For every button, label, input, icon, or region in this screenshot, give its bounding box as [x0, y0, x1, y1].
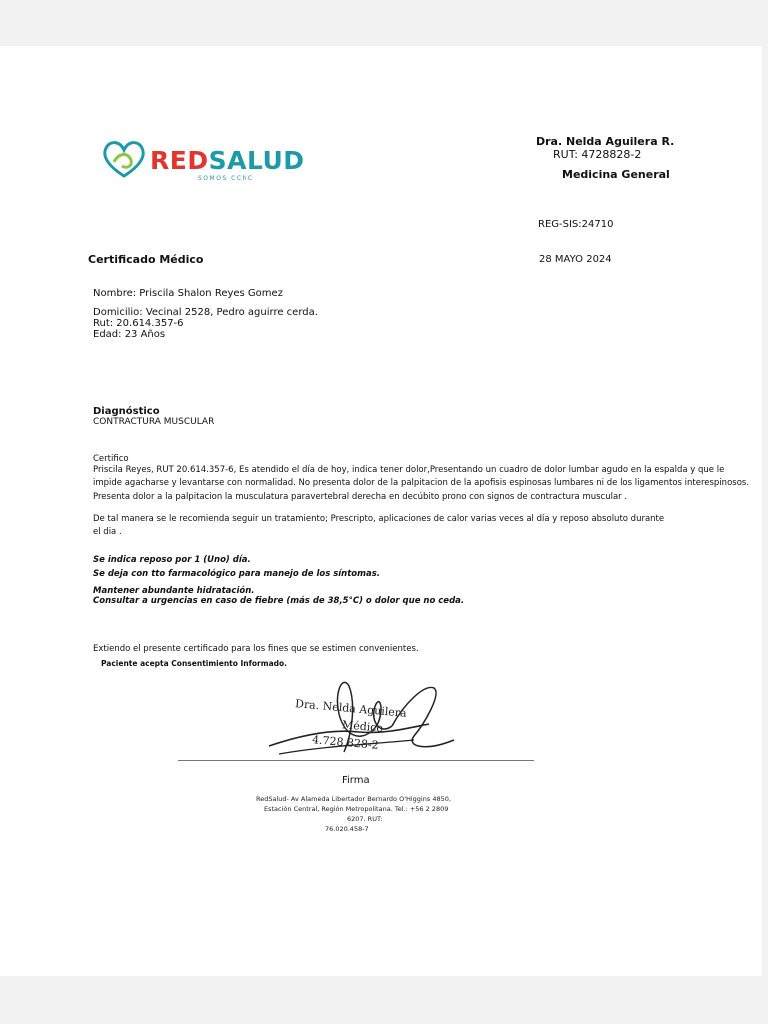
certificate-page: [0, 46, 762, 976]
indication-emergency: Consultar a urgencias en caso de fiebre (más de 38,5°C) o dolor que no ceda.: [93, 596, 465, 606]
stamp-name: Dra. Nelda Aguilera: [294, 697, 408, 720]
consent-statement: Paciente acepta Consentimiento Informado.: [101, 659, 287, 668]
doctor-specialty: Medicina General: [562, 168, 670, 181]
logo-slogan: SOMOS CChC: [198, 175, 254, 182]
doctor-registration: REG-SIS:24710: [538, 219, 614, 230]
logo-wordmark: [150, 146, 305, 175]
closing-statement: Extiendo el presente certificado para los fines que se estimen convenientes.: [93, 644, 419, 654]
redsalud-logo: [100, 136, 305, 186]
recommendation-line-1: De tal manera se le recomienda seguir un tratamiento; Prescripto, aplicaciones de calor varias veces al día y reposo absoluto durante: [93, 514, 665, 524]
signature-label: Firma: [342, 775, 370, 786]
body-line-2: impide agacharse y levantarse con normalidad. No presenta dolor de la palpitacion de la apofisis espinosas lumbares ni de los ligamentos interespinosos.: [93, 478, 750, 488]
heart-logo-icon: [100, 136, 150, 184]
stamp-rut: 4.728.828-2: [311, 733, 380, 752]
body-line-1: Priscila Reyes, RUT 20.614.357-6, Es atendido el día de hoy, indica tener dolor,Presentando un cuadro de dolor lumbar agudo en la espalda y que le: [93, 465, 725, 475]
footer-line-3: 6207. RUT:: [347, 815, 383, 823]
patient-name: Nombre: Priscila Shalon Reyes Gomez: [93, 288, 283, 299]
diagnosis-value: CONTRACTURA MUSCULAR: [93, 417, 215, 427]
document-title: Certificado Médico: [88, 253, 204, 266]
stamp-title: Médico: [341, 718, 384, 735]
doctor-name: Dra. Nelda Aguilera R.: [536, 135, 675, 148]
indication-hydration: Mantener abundante hidratación.: [93, 586, 255, 596]
handwritten-signature: [264, 674, 464, 764]
indication-rest: Se indica reposo por 1 (Uno) día.: [93, 555, 251, 565]
footer-line-2: Estación Central, Región Metropolitana. Tel.: +56 2 2809: [264, 805, 449, 813]
certifico-label: Certifico: [93, 454, 129, 464]
footer-line-1: RedSalud- Av Alameda Libertador Bernardo O'Higgins 4850,: [256, 795, 451, 803]
recommendation-line-2: el dia .: [93, 527, 122, 537]
footer-line-4: 76.020.458-7: [325, 825, 369, 833]
logo-red-text: RED: [150, 146, 209, 175]
document-date: 28 MAYO 2024: [539, 254, 612, 265]
doctor-rut: RUT: 4728828-2: [553, 148, 642, 161]
body-line-3: Presenta dolor a la palpitacion la musculatura paravertebral derecha en decúbito prono con signos de contractura muscular .: [93, 492, 628, 502]
signature-line: [178, 760, 534, 761]
patient-rut: Rut: 20.614.357-6: [93, 318, 184, 329]
logo-teal-text: SALUD: [208, 146, 305, 175]
indication-medication: Se deja con tto farmacológico para manejo de los síntomas.: [93, 569, 381, 579]
patient-age: Edad: 23 Años: [93, 329, 166, 340]
patient-address: Domicilio: Vecinal 2528, Pedro aguirre cerda.: [93, 307, 318, 318]
diagnosis-heading: Diagnóstico: [93, 406, 160, 417]
